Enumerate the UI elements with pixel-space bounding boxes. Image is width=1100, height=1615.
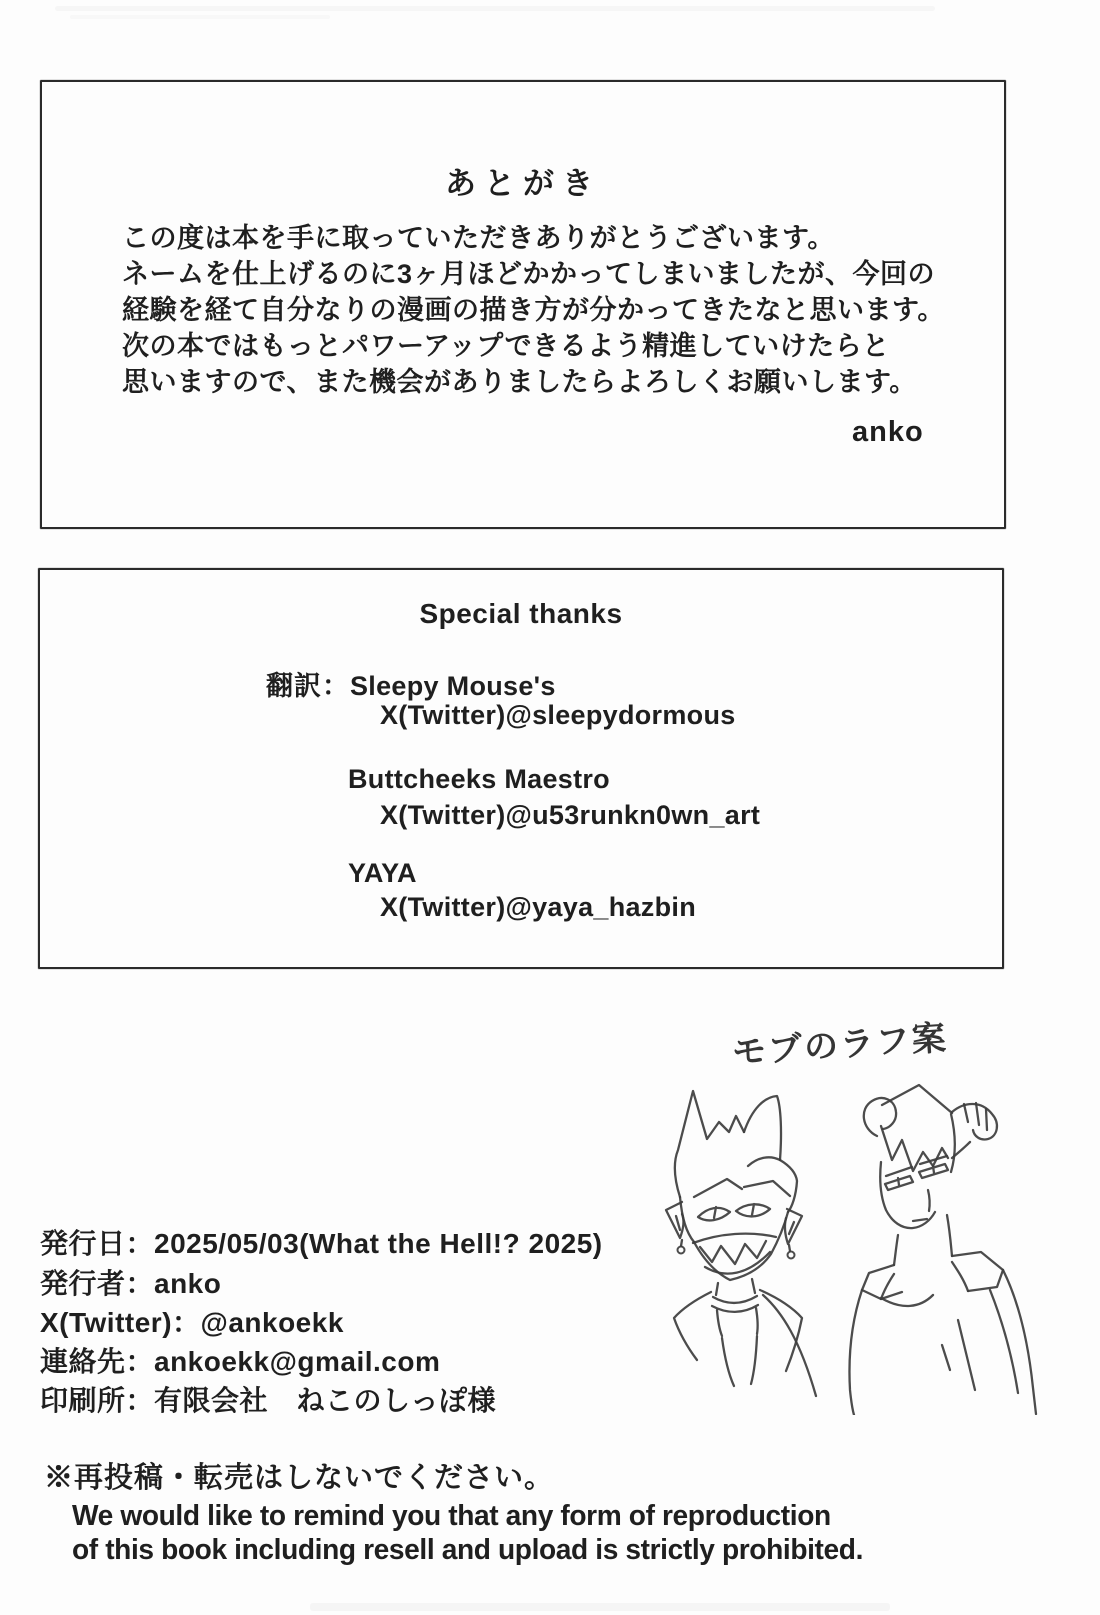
credit-handle-yaya: X(Twitter)@yaya_hazbin (380, 892, 696, 922)
demon-left-sketch (666, 1091, 816, 1396)
colophon-publisher: 発行者：anko (40, 1268, 222, 1299)
colophon-printer: 印刷所：有限会社 ねこのしっぽ様 (40, 1385, 497, 1416)
scan-artifact (310, 1603, 890, 1611)
afterword-line: この度は本を手に取っていただきありがとうございます。 (122, 223, 835, 253)
colophon-twitter: X(Twitter)：@ankoekk (40, 1307, 344, 1338)
afterword-box (40, 80, 1006, 529)
colophon-contact: 連絡先：ankoekk@gmail.com (40, 1346, 441, 1377)
character-sketch (630, 990, 1100, 1415)
scan-artifact (70, 15, 330, 19)
afterword-line: ネームを仕上げるのに3ヶ月ほどかかってしまいましたが、今回の (122, 259, 936, 289)
credit-name-yaya: YAYA (348, 858, 417, 888)
credit-name-buttcheeks-maestro: Buttcheeks Maestro (348, 764, 610, 794)
credit-row-translator (266, 664, 556, 703)
afterword-body (122, 220, 945, 400)
credit-handle-buttcheeks-maestro: X(Twitter)@u53runkn0wn_art (380, 800, 761, 830)
colophon-publish-date: 発行日：2025/05/03(What the Hell!? 2025) (40, 1228, 603, 1259)
credit-handle-sleepy-mouse: X(Twitter)@sleepydormous (380, 700, 736, 730)
afterword-title: あとがき (445, 166, 601, 201)
afterword-line: 経験を経て自分なりの漫画の描き方が分かってきたなと思います。 (122, 295, 945, 325)
sketch-caption: モブのラフ案 (730, 1019, 950, 1072)
notice-en-line2: of this book including resell and upload is strictly prohibited. (72, 1534, 864, 1566)
special-thanks-title: Special thanks (419, 598, 623, 629)
translator-label: 翻訳： (266, 671, 350, 701)
afterword-line: 思いますので、また機会がありましたらよろしくお願いします。 (122, 367, 917, 397)
demon-right-sketch (850, 1085, 1037, 1415)
notice-en-line1: We would like to remind you that any form of reproduction (72, 1500, 831, 1532)
afterword-line: 次の本ではもっとパワーアップできるよう精進していけたらと (122, 331, 890, 361)
special-thanks-box (38, 568, 1004, 969)
notice-jp: ※再投稿・転売はしないでください。 (44, 1462, 555, 1494)
scan-artifact (55, 6, 935, 11)
credit-name-sleepy-mouse: Sleepy Mouse's (350, 671, 556, 701)
afterword-signature: anko (852, 416, 924, 448)
